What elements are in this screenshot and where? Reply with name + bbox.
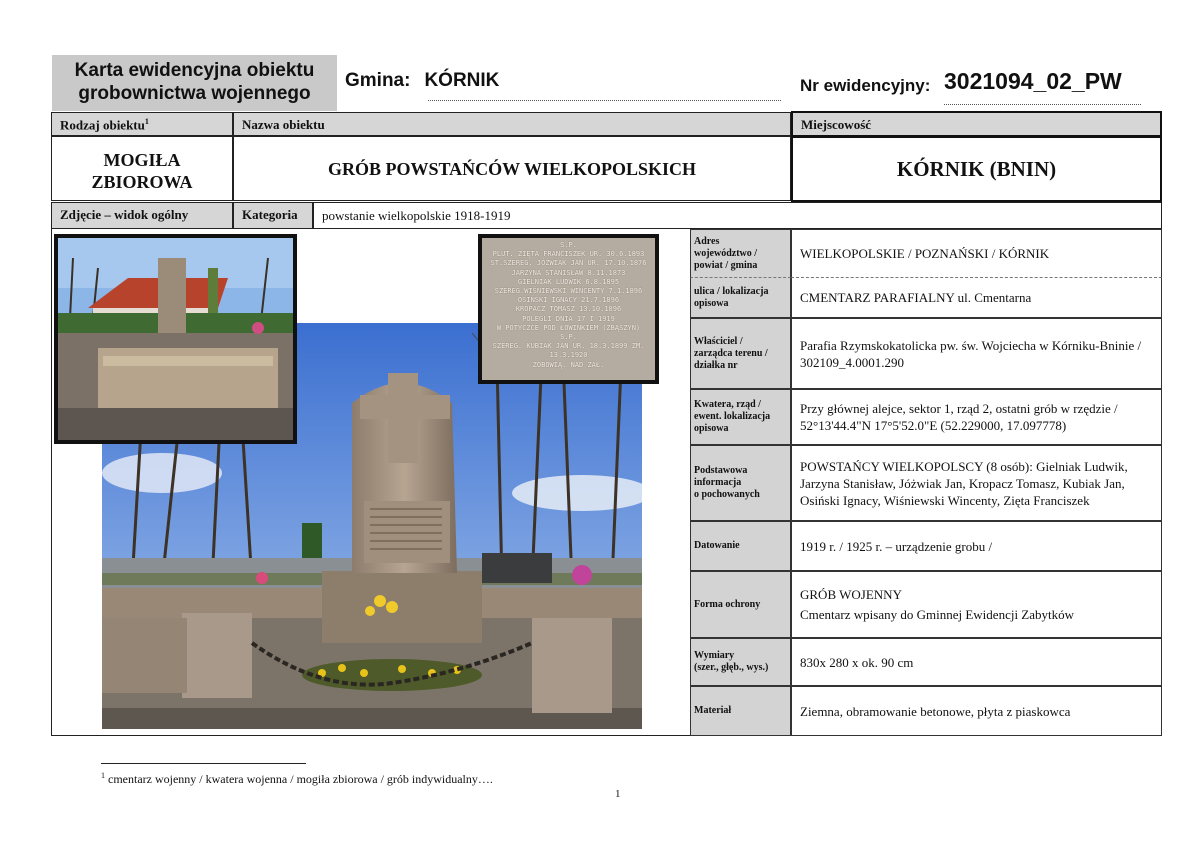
material-value: Ziemna, obramowanie betonowe, płyta z piaskowca — [800, 703, 1071, 719]
miejscowosc-value: KÓRNIK (BNIN) — [896, 157, 1057, 181]
rodzaj-footnote-mark: 1 — [144, 117, 149, 126]
wymiary-value: 830x 280 x ok. 90 cm — [800, 654, 914, 670]
rodzaj-obiektu-value: MOGIŁA ZBIOROWA — [91, 150, 193, 192]
wlasciciel-value: Parafia Rzymskokatolicka pw. św. Wojciecha w Kórniku-Bninie / 302109_4.0001.290 — [800, 337, 1142, 370]
wlasciciel-label-cell — [690, 318, 791, 389]
nazwa-obiektu-value: GRÓB POWSTAŃCÓW WIELKOPOLSKICH — [327, 158, 697, 179]
pochowani-label-cell — [690, 445, 791, 521]
gmina-field — [345, 70, 499, 92]
wlasciciel-label: Właściciel / zarządca terenu / działka nr — [694, 335, 768, 371]
inset-plaque-photo — [478, 234, 659, 384]
forma-ochrony-label-cell — [690, 571, 791, 638]
page-number: 1 — [615, 788, 621, 800]
pochowani-label: Podstawowa informacja o pochowanych — [694, 465, 760, 500]
forma-ochrony-label: Forma ochrony — [694, 598, 761, 610]
adres-label: Adres województwo / powiat / gmina — [694, 235, 758, 271]
pochowani-value-cell — [791, 445, 1162, 521]
forma-ochrony-value-cell — [791, 571, 1162, 638]
kwatera-value: Przy głównej alejce, sektor 1, rząd 2, ostatni grób w rzędzie / 52°13'44.4"N 17°5'52.0"E (52.229000, 17.097778) — [800, 401, 1118, 433]
material-value-cell — [791, 686, 1162, 736]
miejscowosc-cell — [791, 136, 1162, 202]
miejscowosc-header: Miejscowość — [791, 111, 1162, 137]
footnote-mark: 1 — [101, 771, 105, 780]
adres-value-cell — [791, 229, 1162, 278]
gmina-dotted-line — [428, 100, 781, 101]
nazwa-obiektu-cell — [233, 136, 791, 201]
datowanie-value-cell — [791, 521, 1162, 571]
adres-value: WIELKOPOLSKIE / POZNAŃSKI / KÓRNIK — [800, 246, 1050, 261]
zdjecie-header: Zdjęcie – widok ogólny — [51, 202, 233, 229]
kwatera-label: Kwatera, rząd / ewent. lokalizacja opisowa — [694, 399, 771, 434]
inset-side-view-drawing — [58, 238, 293, 440]
forma-ochrony-value: GRÓB WOJENNY Cmentarz wpisany do Gminnej Ewidencji Zabytków — [800, 586, 1075, 622]
kwatera-label-cell — [690, 389, 791, 445]
wymiary-label-cell — [690, 638, 791, 686]
ulica-label-cell — [690, 278, 791, 318]
rodzaj-obiektu-cell — [51, 136, 233, 201]
kwatera-value-cell — [791, 389, 1162, 445]
footnote-text: cmentarz wojenny / kwatera wojenna / mogiła zbiorowa / grób indywidualny…. — [105, 772, 493, 786]
footnote-separator — [101, 763, 306, 764]
material-label-cell — [690, 686, 791, 736]
card-title: Karta ewidencyjna obiektu grobownictwa wojennego — [52, 55, 337, 111]
datowanie-label: Datowanie — [694, 540, 740, 551]
ulica-label: ulica / lokalizacja opisowa — [694, 285, 769, 309]
rodzaj-obiektu-header — [51, 112, 233, 136]
material-label: Materiał — [694, 705, 732, 716]
wymiary-label: Wymiary (szer., głęb., wys.) — [694, 650, 769, 673]
nr-dotted-line — [944, 104, 1141, 105]
kategoria-header: Kategoria — [233, 202, 313, 229]
adres-label-cell — [690, 229, 791, 278]
gmina-value: KÓRNIK — [424, 70, 500, 91]
kategoria-value: powstanie wielkopolskie 1918-1919 — [313, 202, 1162, 229]
footnote — [101, 771, 493, 787]
datowanie-value: 1919 r. / 1925 r. – urządzenie grobu / — [800, 538, 993, 554]
ulica-value: CMENTARZ PARAFIALNY ul. Cmentarna — [800, 290, 1032, 305]
nr-ewidencyjny-label: Nr ewidencyjny: — [800, 76, 931, 95]
gmina-label: Gmina: — [345, 70, 411, 91]
wymiary-value-cell — [791, 638, 1162, 686]
plaque-inscription: S.P. PLUT. ZIĘTA FRANCISZEK UR. 30.6.1893 ST.SZEREG. JÓŹWIAK JAN UR. 17.10.1876 JARZYNA STANISŁAW 8.11.1873 GIELNIAK LUDWIK 6.8.1895 SZEREG.WIŚNIEWSKI WINCENTY 7.1.1896 OSIŃSKI IGNACY 21.7.1896 KROPACZ TOMASZ 13.10.1896 POLEGLI DNIA 17 I 1919 W POTYCZCE POD ŁOWINKIEM (ZBĄSZYŃ) S.P. SZEREG. KUBIAK JAN UR. 18.3.1899 ZM. 13.3.1920 ZOBOWIĄ. NAD ZAŁ. — [490, 241, 647, 369]
pochowani-value: POWSTAŃCY WIELKOPOLSCY (8 osób): Gielniak Ludwik, Jarzyna Stanisław, Jóżwiak Jan, Kropacz Tomasz, Kubiak Jan, Osiński Ignacy, Wiśniewski Wincenty, Zięta Franciszek — [800, 458, 1128, 508]
inset-side-view-photo — [54, 234, 297, 444]
rodzaj-obiektu-label: Rodzaj obiektu — [60, 117, 145, 133]
nazwa-obiektu-header: Nazwa obiektu — [233, 112, 791, 136]
ulica-value-cell — [791, 278, 1162, 318]
nr-ewidencyjny-value: 3021094_02_PW — [944, 68, 1122, 94]
wlasciciel-value-cell — [791, 318, 1162, 389]
datowanie-label-cell — [690, 521, 791, 571]
